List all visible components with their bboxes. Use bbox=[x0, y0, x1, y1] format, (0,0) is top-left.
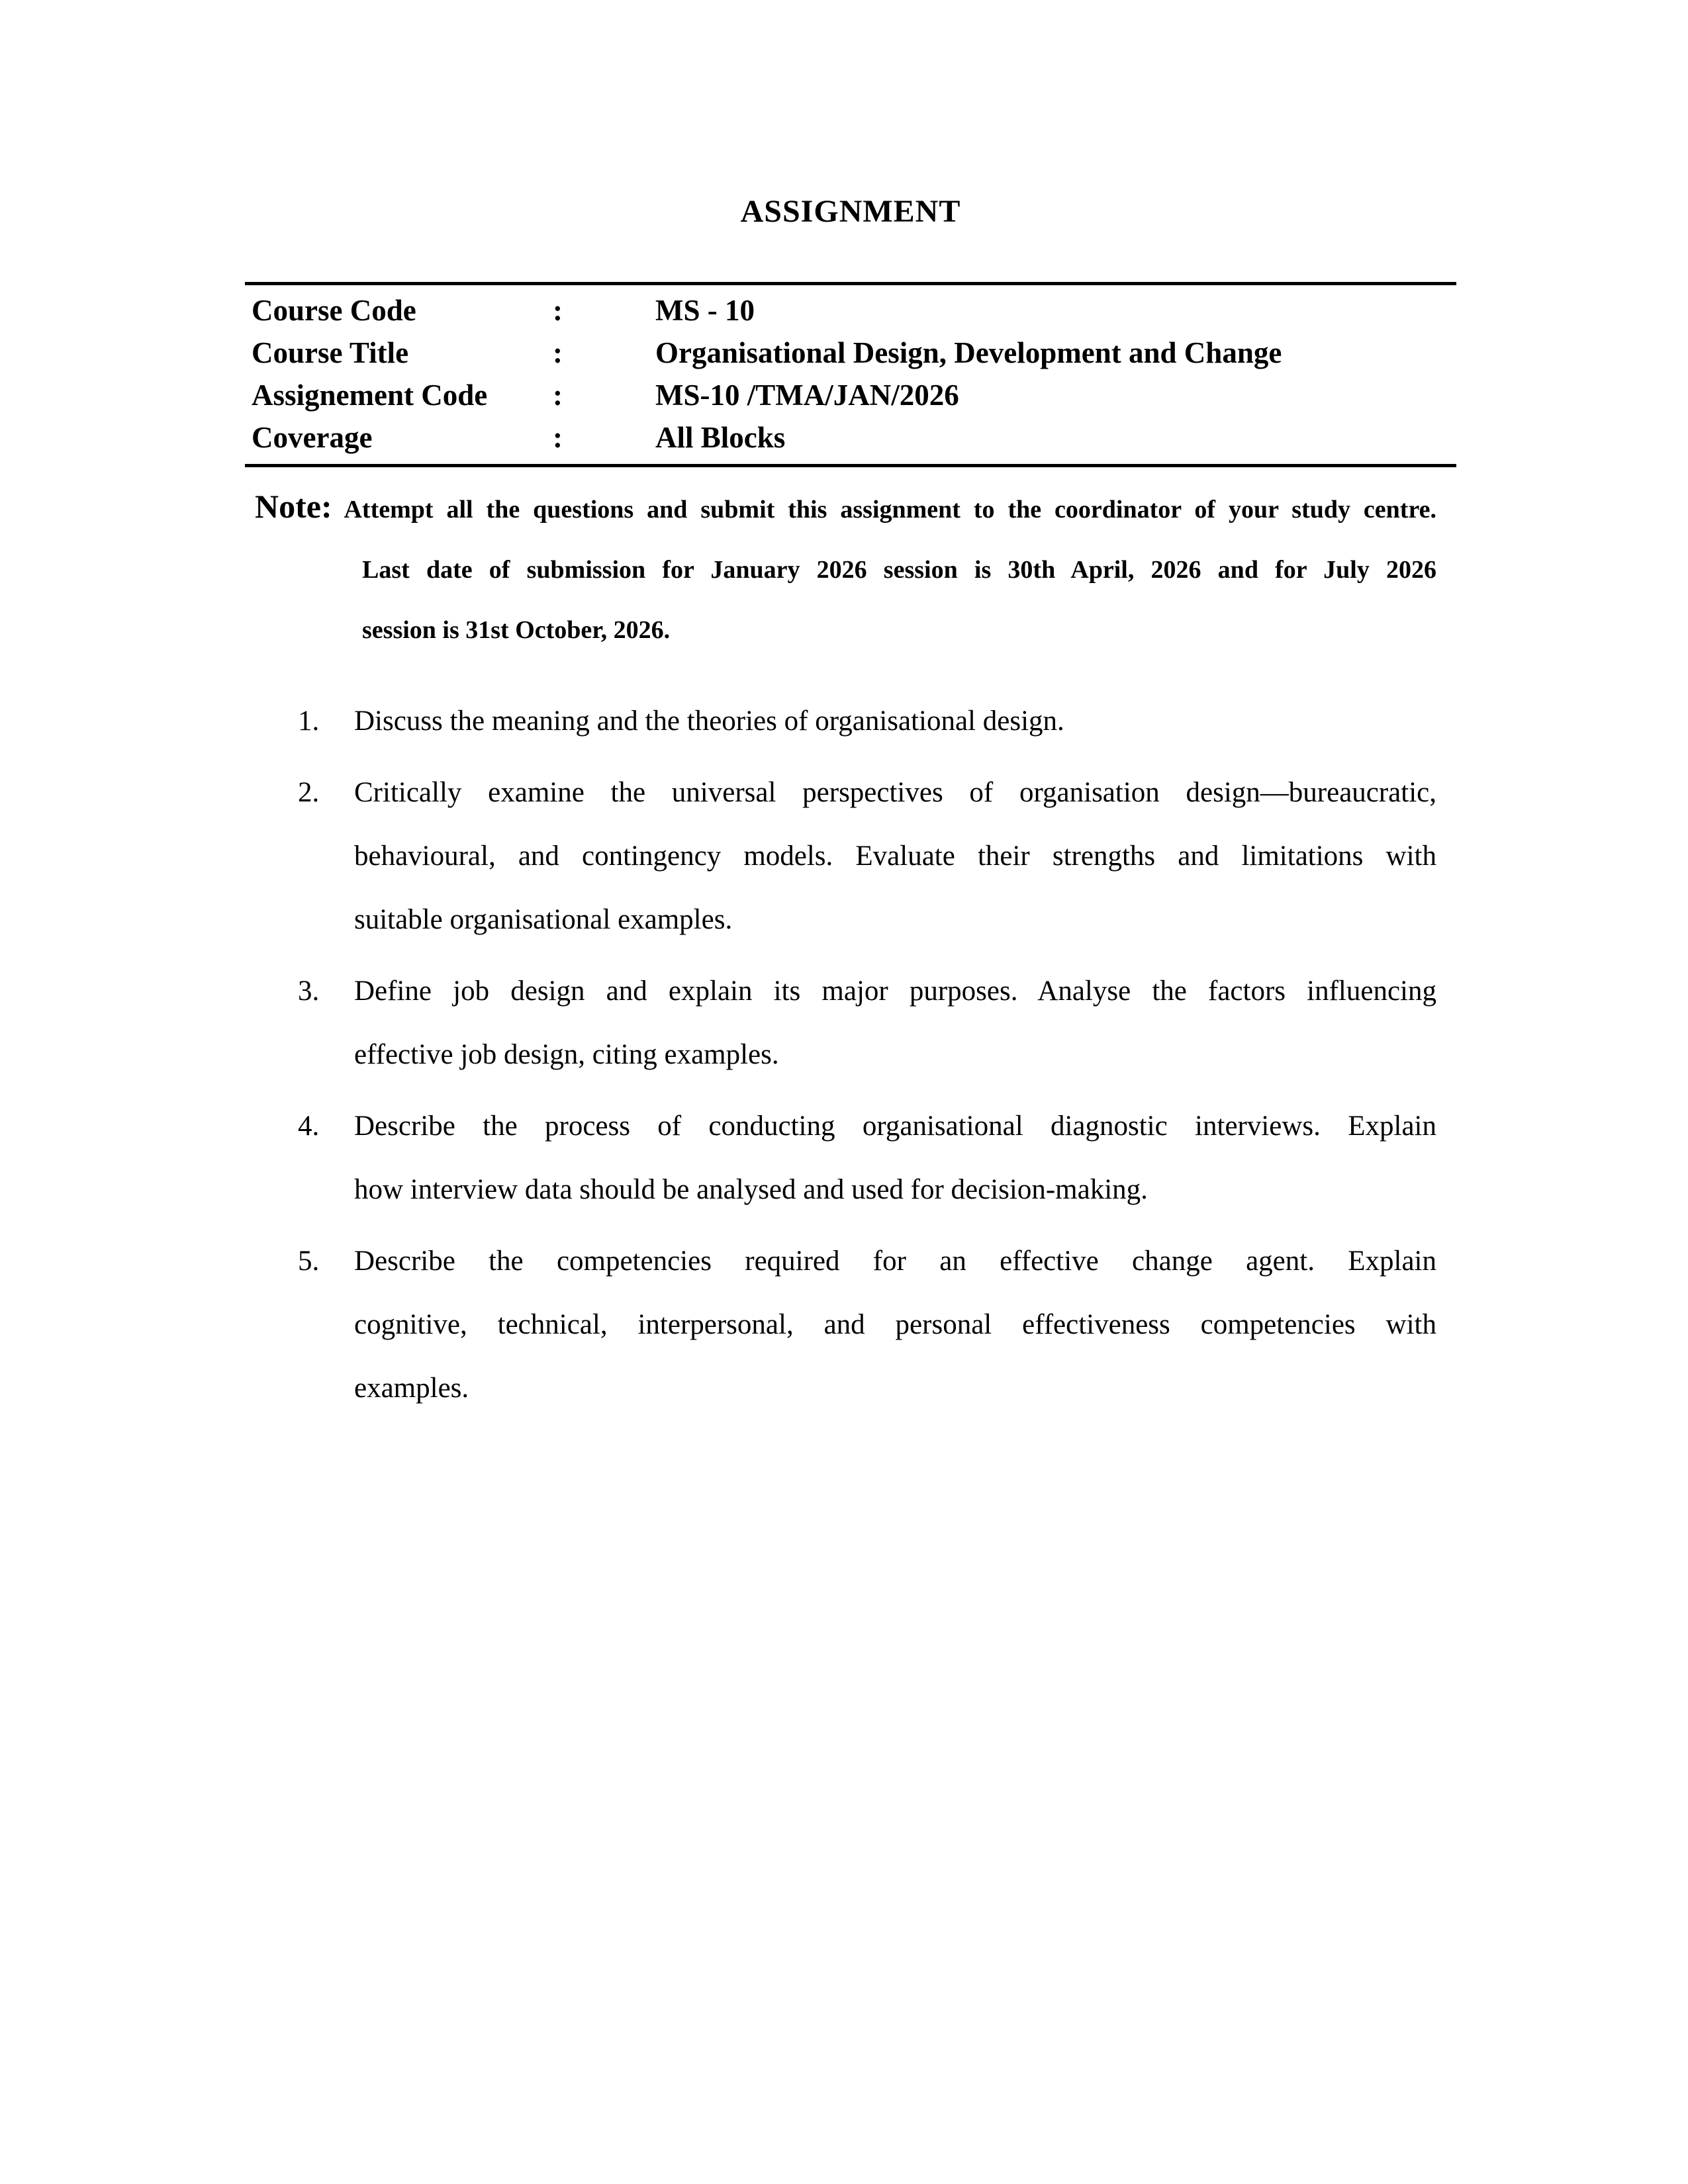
question-number: 1. bbox=[298, 705, 320, 737]
row-label: Course Title bbox=[252, 336, 409, 369]
note-line-3: session is 31st October, 2026. bbox=[362, 616, 671, 644]
course-info-table bbox=[245, 282, 1456, 467]
question-line: how interview data should be analysed and used for decision-making. bbox=[354, 1174, 1148, 1205]
row-label: Coverage bbox=[252, 421, 373, 454]
question-item-2 bbox=[298, 761, 1436, 952]
question-text bbox=[354, 690, 1436, 753]
question-line: cognitive, technical, interpersonal, and personal effectiveness competencies with bbox=[354, 1309, 1436, 1340]
table-row-assignment-code bbox=[245, 374, 1456, 416]
question-number: 3. bbox=[298, 976, 320, 1007]
question-number: 2. bbox=[298, 777, 320, 808]
question-number: 4. bbox=[298, 1111, 320, 1142]
table-row-course-title bbox=[245, 332, 1456, 374]
question-text bbox=[354, 761, 1436, 952]
question-text bbox=[354, 1230, 1436, 1420]
note-line-1 bbox=[255, 477, 1436, 540]
row-separator: : bbox=[553, 421, 563, 454]
row-separator: : bbox=[553, 294, 563, 327]
question-item-5 bbox=[298, 1230, 1436, 1420]
question-line: behavioural, and contingency models. Evaluate their strengths and limitations with bbox=[354, 841, 1436, 872]
row-separator: : bbox=[553, 379, 563, 412]
question-item-4 bbox=[298, 1095, 1436, 1222]
question-line: Discuss the meaning and the theories of organisational design. bbox=[354, 705, 1064, 737]
question-text bbox=[354, 1095, 1436, 1222]
row-value: Organisational Design, Development and Change bbox=[655, 336, 1282, 369]
question-item-1 bbox=[298, 690, 1436, 753]
row-label: Assignement Code bbox=[252, 379, 488, 412]
row-value: MS-10 /TMA/JAN/2026 bbox=[655, 379, 959, 412]
table-row-course-code bbox=[245, 289, 1456, 332]
question-line: Describe the process of conducting organisational diagnostic interviews. Explain bbox=[354, 1111, 1436, 1142]
question-line: Describe the competencies required for an effective change agent. Explain bbox=[354, 1246, 1436, 1277]
note-label: Note: bbox=[255, 488, 332, 525]
page-title: ASSIGNMENT bbox=[740, 194, 961, 229]
question-text bbox=[354, 960, 1436, 1087]
note-line-2: Last date of submission for January 2026 session is 30th April, 2026 and for July 2026 bbox=[362, 556, 1436, 584]
question-item-3 bbox=[298, 960, 1436, 1087]
question-line: examples. bbox=[354, 1373, 469, 1404]
note-section bbox=[255, 477, 1436, 660]
row-value: All Blocks bbox=[655, 421, 786, 454]
row-value: MS - 10 bbox=[655, 294, 755, 327]
question-line: effective job design, citing examples. bbox=[354, 1039, 779, 1070]
question-line: suitable organisational examples. bbox=[354, 904, 733, 935]
table-row-coverage bbox=[245, 416, 1456, 459]
row-separator: : bbox=[553, 336, 563, 369]
row-label: Course Code bbox=[252, 294, 416, 327]
note-text: Attempt all the questions and submit this assignment to the coordinator of your study centre. bbox=[344, 496, 1436, 523]
question-line: Critically examine the universal perspectives of organisation design—bureaucratic, bbox=[354, 777, 1436, 808]
question-number: 5. bbox=[298, 1246, 320, 1277]
question-line: Define job design and explain its major purposes. Analyse the factors influencing bbox=[354, 976, 1436, 1007]
question-list bbox=[298, 690, 1436, 1428]
